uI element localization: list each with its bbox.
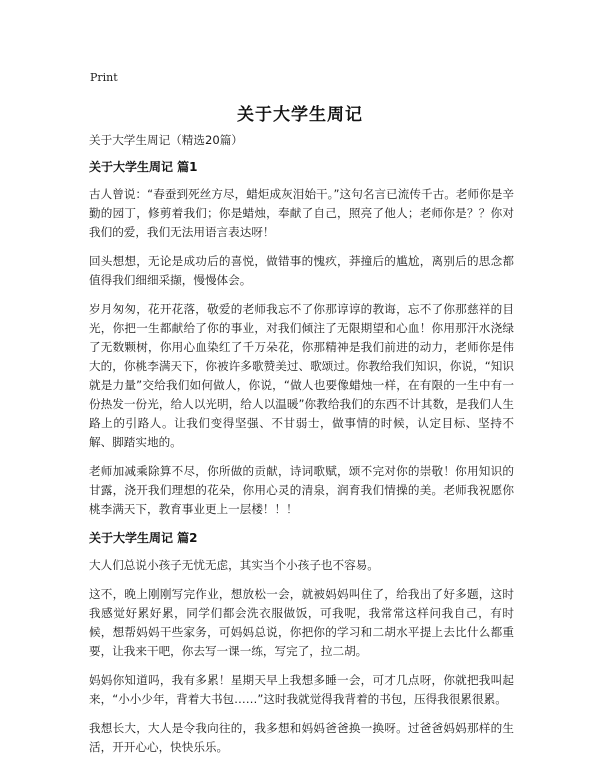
- section-heading: 关于大学生周记 篇2: [89, 531, 198, 545]
- paragraph: 岁月匆匆，花开花落，敬爱的老师我忘不了你那谆谆的教诲，忘不了你那慈祥的目光，你把一生都献给了你的事业，对我们倾注了无限期望和心血！你用那汗水浇绿了无数颗树，你用心血染红了千万朵花，你那精神是我们前进的动力，老师你是伟大的，你桃李满天下，你被许多歌赞美过、歌颂过。你教给我们知识，你说，“知识就是力量”交给我们如何做人，你说，“做人也要像蜡烛一样，在有限的一生中有一份热发一份光，给人以光明，给人以温暖”你教给我们的东西不计其数，是我们人生路上的引路人。让我们变得坚强、不甘弱士，做事情的时候，认定目标、坚持不解、脚踏实地的。: [89, 302, 514, 449]
- paragraph: 老师加减乘除算不尽，你所做的贡献，诗词歌赋，颂不完对你的崇敬！你用知识的甘露，浇开我们理想的花朵，你用心灵的清泉，润育我们情操的美。老师我祝愿你桃李满天下，教育事业更上一层楼！！！: [89, 464, 514, 516]
- paragraph: 这不，晚上刚刚写完作业，想放松一会，就被妈妈叫住了，给我出了好多题，这时我感觉好累好累，同学们都会洗衣服做饭，可我呢，我常常这样问我自己，有时候，想帮妈妈干些家务，可妈妈总说，你把你的学习和二胡水平提上去比什么都重要，让我来干吧，你去写一课一练，写完了，拉二胡。: [89, 587, 514, 658]
- paragraph: 大人们总说小孩子无忧无虑，其实当个小孩子也不容易。: [89, 558, 379, 572]
- paragraph: 回头想想，无论是成功后的喜悦，做错事的愧疚，莽撞后的尴尬，离别后的思念都值得我们细细采撷，慢慢体会。: [89, 254, 514, 287]
- paragraph: 我想长大，大人是令我向往的，我多想和妈妈爸爸换一换呀。过爸爸妈妈那样的生活，开开心心，快快乐乐。: [89, 721, 514, 754]
- essay-section-1: [89, 158, 514, 519]
- paragraph: 古人曾说：“春蚕到死丝方尽，蜡炬成灰泪始干。”这句名言已流传千古。老师你是辛勤的园丁，修剪着我们；你是蜡烛，奉献了自己，照亮了他人；老师你是？？你对我们的爱，我们无法用语言表达呀！: [89, 187, 514, 239]
- page-title: 关于大学生周记: [237, 105, 363, 125]
- document-body: [89, 131, 514, 767]
- section-heading: 关于大学生周记 篇1: [89, 160, 198, 174]
- paragraph: 妈妈你知道吗，我有多累！星期天早上我想多睡一会，可才几点呀，你就把我叫起来，“小小少年，背着大书包……”这时我就觉得我背着的书包，压得我很累很累。: [89, 673, 514, 706]
- essay-section-2: [89, 529, 514, 757]
- document-subtitle: 关于大学生周记（精选20篇）: [89, 133, 243, 147]
- print-label: Print: [90, 71, 118, 84]
